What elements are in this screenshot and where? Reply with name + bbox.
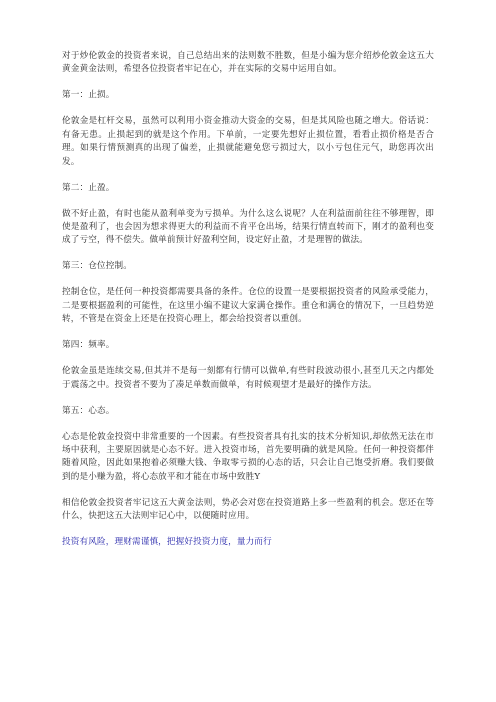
risk-disclaimer: 投资有风险，理财需谨慎，把握好投资力度，量力而行 — [62, 537, 272, 548]
section-body-3: 控制仓位，是任何一种投资都需要具备的条件。仓位的设置一是要根据投资者的风险承受能力，二是要根据盈利的可能性，在这里小编不建议大家满仓操作。重仓和满仓的情况下，一旦趋势逆转，不管是在资金上还是在投资心理上，都会给投资者以重创。 — [62, 287, 434, 325]
section-body-5: 心态是伦敦金投资中非常重要的一个因素。有些投资者具有扎实的技术分析知识,却依然无法在市场中获利，主要原因就是心态不好。进入投资市场，首先要明确的就是风险。任何一种投资都伴随着风险，因此如果抱着必须赚大钱、争取零亏损的心态的话，只会让自己饱受折磨。我们要做到的是小赚为盈，将心态放平和才能在市场中致胜Y — [62, 431, 434, 482]
section-heading-5: 第五：心态。 — [62, 405, 115, 416]
intro-paragraph: 对于炒伦敦金的投资者来说，自己总结出来的法则数不胜数，但是小编为您介绍炒伦敦金这五大黄金黄金法则，希望各位投资者牢记在心，并在实际的交易中运用自如。 — [62, 51, 434, 75]
section-body-1: 伦敦金是杠杆交易，虽然可以利用小资金推动大资金的交易，但是其风险也随之增大。俗话说：有备无患。止损起到的就是这个作用。下单前，一定要先想好止损位置，看看止损价格是否合理。如果行情预测真的出现了偏差，止损就能避免您亏损过大，以小亏包住元气，助您再次出发。 — [62, 116, 434, 167]
section-body-4: 伦敦金虽是连续交易,但其并不是每一刻都有行情可以做单,有些时段波动很小,甚至几天之内都处于震荡之中。投资者不要为了凑足单数而做单，有时候观望才是最好的操作方法。 — [62, 366, 434, 390]
document-body — [62, 50, 434, 550]
section-heading-4: 第四：频率。 — [62, 340, 115, 351]
section-body-2: 做不好止盈，有时也能从盈利单变为亏损单。为什么这么说呢？人在利益面前往往不够理智，即使是盈利了，也会因为想求得更大的利益而不肯平仓出场，结果行情直转而下，刚才的盈利也变成了亏空，得不偿失。做单前预计好盈利空间，设定好止盈，才是理智的做法。 — [62, 208, 434, 246]
conclusion-paragraph: 相信伦敦金投资者牢记这五大黄金法则，势必会对您在投资道路上多一些盈利的机会。您还在等什么，快把这五大法则牢记心中，以便随时应用。 — [62, 497, 434, 522]
section-heading-3: 第三：仓位控制。 — [62, 261, 132, 272]
section-heading-2: 第二：止盈。 — [62, 182, 115, 193]
section-heading-1: 第一：止损。 — [62, 90, 115, 101]
